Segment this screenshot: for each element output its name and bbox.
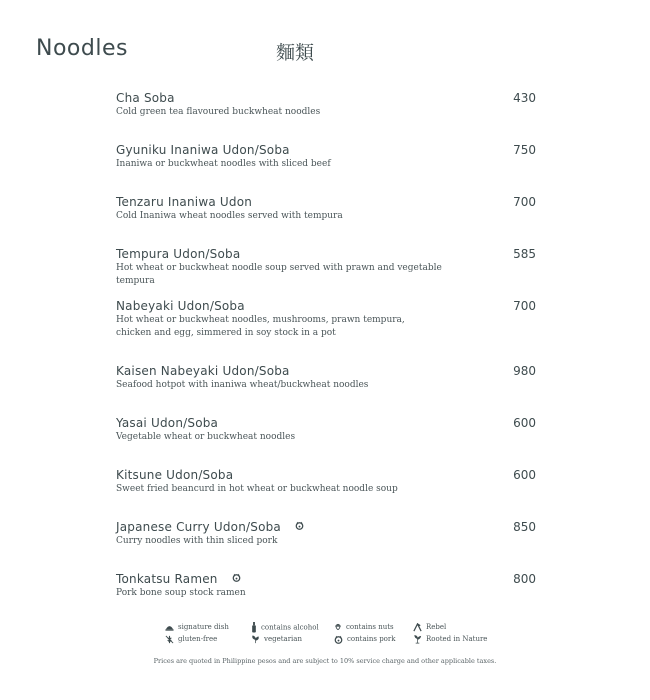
- contains-pork-icon: [232, 570, 241, 586]
- legend-label: contains alcohol: [261, 623, 319, 632]
- gluten-free-icon: [165, 635, 174, 644]
- item-price: 750: [513, 143, 536, 157]
- menu-item: [116, 519, 536, 548]
- page-title-native: 麵類: [276, 42, 315, 64]
- contains-pork-icon: [334, 635, 343, 644]
- legend-label: signature dish: [178, 623, 229, 631]
- legend-entry: [165, 634, 217, 644]
- footnote: Prices are quoted in Philippine pesos and are subject to 10% service charge and other applicable taxes.: [153, 657, 497, 665]
- item-description: Sweet fried beancurd in hot wheat or buckwheat noodle soup: [116, 484, 398, 494]
- item-price: 585: [513, 247, 536, 261]
- legend-label: contains nuts: [346, 623, 394, 631]
- legend-entry: [413, 622, 446, 632]
- item-name-row: [116, 571, 536, 587]
- item-description-line: Hot wheat or buckwheat noodles, mushrooms, prawn tempura,: [116, 315, 405, 325]
- item-price: 600: [513, 416, 536, 430]
- item-description-line: chicken and egg, simmered in soy stock in a pot: [116, 328, 336, 338]
- item-name: Cha Soba: [116, 91, 175, 105]
- signature-dish-icon: [165, 623, 174, 632]
- legend-entry: [165, 622, 229, 632]
- item-name: Japanese Curry Udon/Soba: [116, 520, 281, 534]
- item-name: Kitsune Udon/Soba: [116, 468, 234, 482]
- item-name: Yasai Udon/Soba: [116, 416, 219, 430]
- legend-entry: [413, 634, 487, 644]
- legend-label: contains pork: [347, 635, 396, 643]
- item-name: Tonkatsu Ramen: [116, 572, 218, 586]
- menu-item: [116, 571, 536, 600]
- menu-item: [116, 142, 536, 171]
- menu-item: [116, 363, 536, 392]
- menu-item: [116, 467, 536, 496]
- menu-item: [116, 194, 536, 223]
- item-name: Tempura Udon/Soba: [116, 247, 241, 261]
- item-description: Vegetable wheat or buckwheat noodles: [116, 432, 296, 442]
- contains-alcohol-icon: [251, 622, 257, 633]
- legend-entry: [251, 634, 302, 644]
- item-price: 600: [513, 468, 536, 482]
- item-price: 800: [513, 572, 536, 586]
- page-title: Noodles: [36, 36, 128, 61]
- legend-label: Rooted in Nature: [426, 635, 488, 643]
- item-name-row: [116, 519, 536, 535]
- item-price: 700: [513, 299, 536, 313]
- menu-item: [116, 90, 536, 119]
- item-name: Tenzaru Inaniwa Udon: [116, 195, 253, 209]
- item-price: 980: [513, 364, 536, 378]
- rooted-in-nature-icon: [413, 635, 422, 644]
- legend-entry: [251, 622, 319, 633]
- legend-label: vegetarian: [264, 635, 302, 643]
- menu-item: [116, 246, 536, 288]
- item-price: 850: [513, 520, 536, 534]
- item-description: Hot wheat or buckwheat noodle soup served with prawn and vegetable tempura: [116, 263, 442, 286]
- item-name: Kaisen Nabeyaki Udon/Soba: [116, 364, 290, 378]
- legend-entry: [334, 634, 395, 644]
- legend-label: Rebel: [426, 623, 447, 631]
- legend-label: gluten-free: [178, 635, 218, 643]
- item-description: Pork bone soup stock ramen: [116, 588, 246, 598]
- legend-entry: [334, 622, 394, 632]
- item-description: Curry noodles with thin sliced pork: [116, 536, 278, 546]
- menu-item: [116, 298, 536, 340]
- item-description: Inaniwa or buckwheat noodles with sliced beef: [116, 159, 331, 169]
- contains-nuts-icon: [334, 623, 342, 632]
- rebel-icon: [413, 623, 422, 632]
- contains-pork-icon: [295, 518, 304, 534]
- item-price: 700: [513, 195, 536, 209]
- item-price: 430: [513, 91, 536, 105]
- item-description: Cold Inaniwa wheat noodles served with tempura: [116, 211, 343, 221]
- item-description: Seafood hotpot with inaniwa wheat/buckwheat noodles: [116, 380, 369, 390]
- menu-item: [116, 415, 536, 444]
- item-description: Cold green tea flavoured buckwheat noodles: [116, 107, 321, 117]
- item-name: Nabeyaki Udon/Soba: [116, 299, 245, 313]
- vegetarian-icon: [251, 635, 260, 644]
- item-name: Gyuniku Inaniwa Udon/Soba: [116, 143, 290, 157]
